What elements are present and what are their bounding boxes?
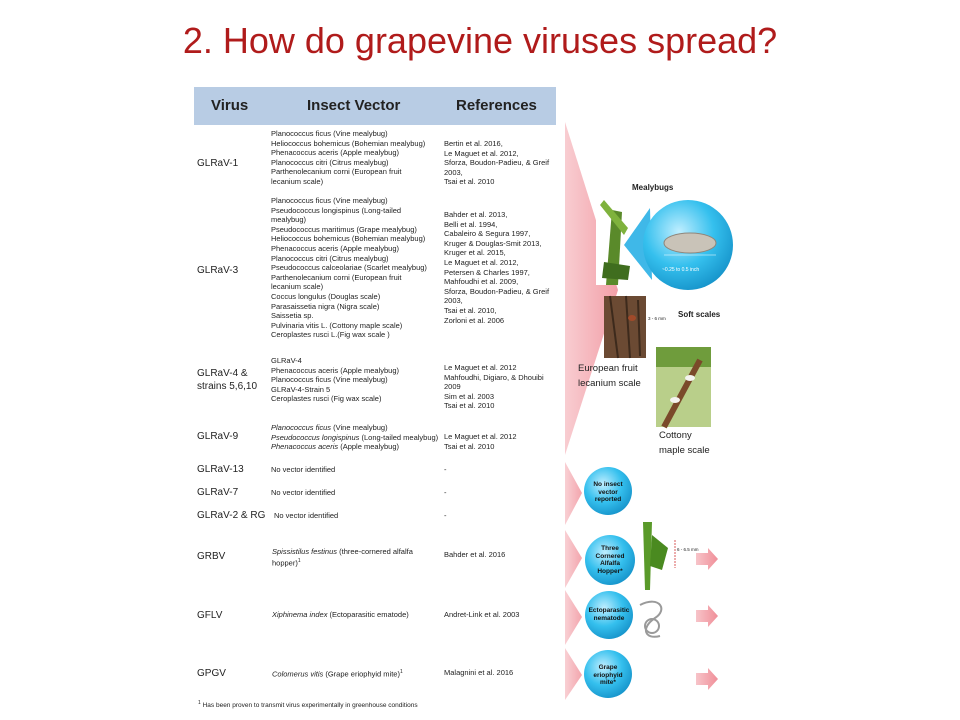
virus-name: GLRaV-1	[197, 158, 239, 169]
virus-name: GPGV	[197, 668, 226, 679]
cottony-maple-label: Cottony maple scale	[659, 430, 710, 456]
scale-size-label: 3 - 6 mm	[648, 316, 666, 321]
mite-bubble-text: Grape eriophyid mite*	[593, 664, 623, 686]
reference-text: -	[444, 511, 447, 520]
vector-list: GLRaV-4 Phenacoccus aceris (Apple mealybug) Planococcus ficus (Vine mealybug) GLRaV-4-Strain 5 Ceroplastes rusci (Fig wax scale)	[271, 356, 399, 404]
mealybug-size-label: ~0.25 to 0.5 inch	[662, 267, 700, 273]
vector-text: No vector identified	[274, 511, 339, 520]
hopper-bubble-text: Three Cornered Alfalfa Hopper*	[595, 545, 625, 575]
reference-list: Le Maguet et al. 2012 Mahfoudhi, Digiaro, & Dhouibi 2009 Sim et al. 2003 Tsai et al. 2010	[444, 363, 544, 411]
soft-scales-label: Soft scales	[678, 310, 721, 319]
vector-list: Planococcus ficus (Vine mealybug) Pseudococcus longispinus (Long-tailed mealybug) Phenacoccus aceris (Apple mealybug)	[271, 423, 439, 452]
virus-name: GFLV	[197, 610, 223, 621]
reference-text: -	[444, 465, 447, 474]
virus-name: GLRaV-2 & RG	[197, 510, 266, 521]
vector-list: Planococcus ficus (Vine mealybug) Heliococcus bohemicus (Bohemian mealybug) Phenacoccus aceris (Apple mealybug) Planococcus citri (Citrus mealybug) Parthenolecanium corni (European fruit lecanium scale)	[271, 129, 426, 186]
reference-text: Bahder et al. 2016	[444, 550, 506, 559]
vector-text: Spissistilus festinus (three-cornered alfalfa hopper)$^1$	[272, 547, 413, 568]
reference-text: -	[444, 488, 447, 497]
mealybug-icon	[664, 233, 716, 253]
table-header	[194, 87, 556, 125]
reference-list: Le Maguet et al. 2012 Tsai et al. 2010	[444, 432, 517, 451]
european-fruit-label: European fruit lecanium scale	[578, 363, 641, 389]
hopper-image	[643, 522, 675, 590]
mealybugs-label: Mealybugs	[632, 183, 674, 192]
reference-list: Bahder et al. 2013, Belli et al. 1994, Cabaleiro & Segura 1997, Kruger & Douglas-Smit 2013, Kruger et al. 2015, Le Maguet et al. 2012, Petersen & Charles 1997, Mahfoudhi et al. 2009, Sforza, Boudon-Padieu, & Greif 2003, Tsai et al. 2010, Zorloni et al. 2006	[444, 210, 550, 325]
header-references: References	[456, 97, 537, 114]
vector-text: No vector identified	[271, 465, 336, 474]
reference-list: Bertin et al. 2016, Le Maguet et al. 2012, Sforza, Boudon-Padieu, & Greif 2003, Tsai et al. 2010	[444, 139, 550, 187]
bark-photo	[604, 296, 646, 358]
slide-title: 2. How do grapevine viruses spread?	[182, 20, 778, 61]
arrow-gpgv	[565, 648, 582, 700]
vector-text: No vector identified	[271, 488, 336, 497]
virus-name: GLRaV-7	[197, 487, 239, 498]
virus-name: GRBV	[197, 551, 226, 562]
nematode-bubble-text: Ectoparasitic nematode	[588, 607, 630, 622]
virus-name: GLRaV-4 & strains 5,6,10	[197, 368, 258, 392]
small-arrow-gflv	[696, 605, 718, 627]
reference-text: Malagnini et al. 2016	[444, 668, 514, 677]
arrow-grbv	[565, 530, 582, 588]
vector-text: Xiphinema index (Ectoparasitic ematode)	[272, 610, 409, 619]
small-arrow-gpgv	[696, 668, 718, 690]
small-arrow-grbv	[696, 548, 718, 570]
virus-name: GLRaV-9	[197, 431, 239, 442]
arrow-no-vector	[565, 462, 582, 525]
virus-name: GLRaV-3	[197, 265, 239, 276]
nematode-image	[640, 602, 661, 637]
arrow-gflv	[565, 590, 582, 645]
vector-text: Colomerus vitis (Grape eriophyid mite)$^1$	[272, 669, 403, 679]
vector-list: Planococcus ficus (Vine mealybug) Pseudococcus longispinus (Long-tailed mealybug) Pseudococcus maritimus (Grape mealybug) Heliococcus bohemicus (Bohemian mealybug) Phenacoccus aceris (Apple mealybug) Planococcus citri (Citrus mealybug) Pseudococcus calceolariae (Scarlet mealybug) Parthenolecanium corni (European fruit lecanium scale) Coccus longulus (Douglas scale) Parasaissetia nigra (Nigra scale) Saissetia sp. Pulvinaria vitis L. (Cottony maple scale) Ceroplastes rusci L.(Fig wax scale )	[271, 196, 427, 340]
header-vector: Insect Vector	[307, 97, 401, 114]
footnote: $^1$ Has been proven to transmit virus experimentally in greenhouse conditions	[198, 700, 418, 710]
hopper-size-label: 6 - 6.5 mm	[677, 547, 699, 552]
reference-text: Andret-Link et al. 2003	[444, 610, 520, 619]
virus-name: GLRaV-13	[197, 464, 244, 475]
header-virus: Virus	[211, 97, 249, 114]
big-arrow-shape	[565, 122, 618, 455]
no-vector-bubble-text: No insect vector reported	[593, 481, 623, 503]
cottony-photo	[656, 347, 711, 427]
